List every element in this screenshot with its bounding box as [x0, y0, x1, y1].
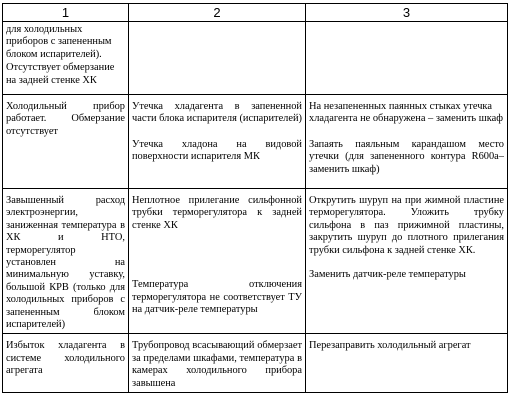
remedy-text: Открутить шуруп на при жимной пластине терморегулятора. Уложить трубку сильфона в паз прижимной пластины, закрутить шуруп до плотного прилегания трубки сильфона к задней стенке ХК. — [309, 195, 504, 256]
column-header-1: 1 — [3, 4, 129, 22]
remedy-text: Заменить датчик-реле температуры — [309, 269, 466, 281]
remedy-cell — [306, 334, 508, 393]
cause-text: Температура отключения терморегулятора не соответствует ТУ на датчик-реле температуры — [132, 279, 302, 316]
remedy-text: На незапененных паянных стыках утечка хладагента не обнаружена – заменить шкаф — [309, 101, 503, 125]
remedy-cell — [306, 189, 508, 334]
cause-text: Утечка хладагента в запененной части блока испарителя (испарителей) — [132, 101, 303, 125]
fault-text: Избыток хладагента в системе холодильного агрегата — [6, 340, 125, 377]
cause-cell — [129, 189, 306, 334]
table-row — [3, 95, 508, 189]
cause-cell — [129, 95, 306, 189]
header-row — [3, 4, 508, 22]
fault-cell — [3, 334, 129, 393]
cause-cell — [129, 334, 306, 393]
fault-cell — [3, 95, 129, 189]
column-header-3: 3 — [306, 4, 508, 22]
cause-text: Неплотное прилегание сильфонной трубки терморегулятора к задней стенке ХК — [132, 195, 302, 231]
cause-cell — [129, 22, 306, 95]
fault-text: Холодильный прибор работает. Обмерзание отсутствует — [6, 101, 125, 137]
fault-text: Завышенный расход электроэнергии, заниженная температура в ХК и НТО, терморегулятор установлен на минимальную уставку, большой КРВ (только для холодильных приборов с запененным блоком испарителей) — [6, 195, 125, 331]
fault-cell — [3, 22, 129, 95]
remedy-cell — [306, 95, 508, 189]
remedy-cell — [306, 22, 508, 95]
troubleshooting-table — [2, 3, 508, 393]
fault-text: Отсутствует обмерзание на задней стенке ХК — [6, 62, 115, 86]
cause-text: Трубопровод всасывающий обмерзает за пределами шкафами, температура в камерах холодильного прибора завышена — [132, 340, 302, 389]
remedy-text: Перезаправить холодильный агрегат — [309, 340, 471, 352]
table-row — [3, 334, 508, 393]
table-row — [3, 189, 508, 334]
cause-text: Утечка хладона на видовой поверхности испарителя МК — [132, 138, 302, 163]
fault-text: для холодильных приборов с запененным блоком испарителей). — [6, 24, 112, 60]
remedy-text: Запаять паяльным карандашом место утечки (для запененного контура R600a– заменить шкаф) — [309, 138, 504, 175]
fault-cell — [3, 189, 129, 334]
column-header-2: 2 — [129, 4, 306, 22]
table-row — [3, 22, 508, 95]
